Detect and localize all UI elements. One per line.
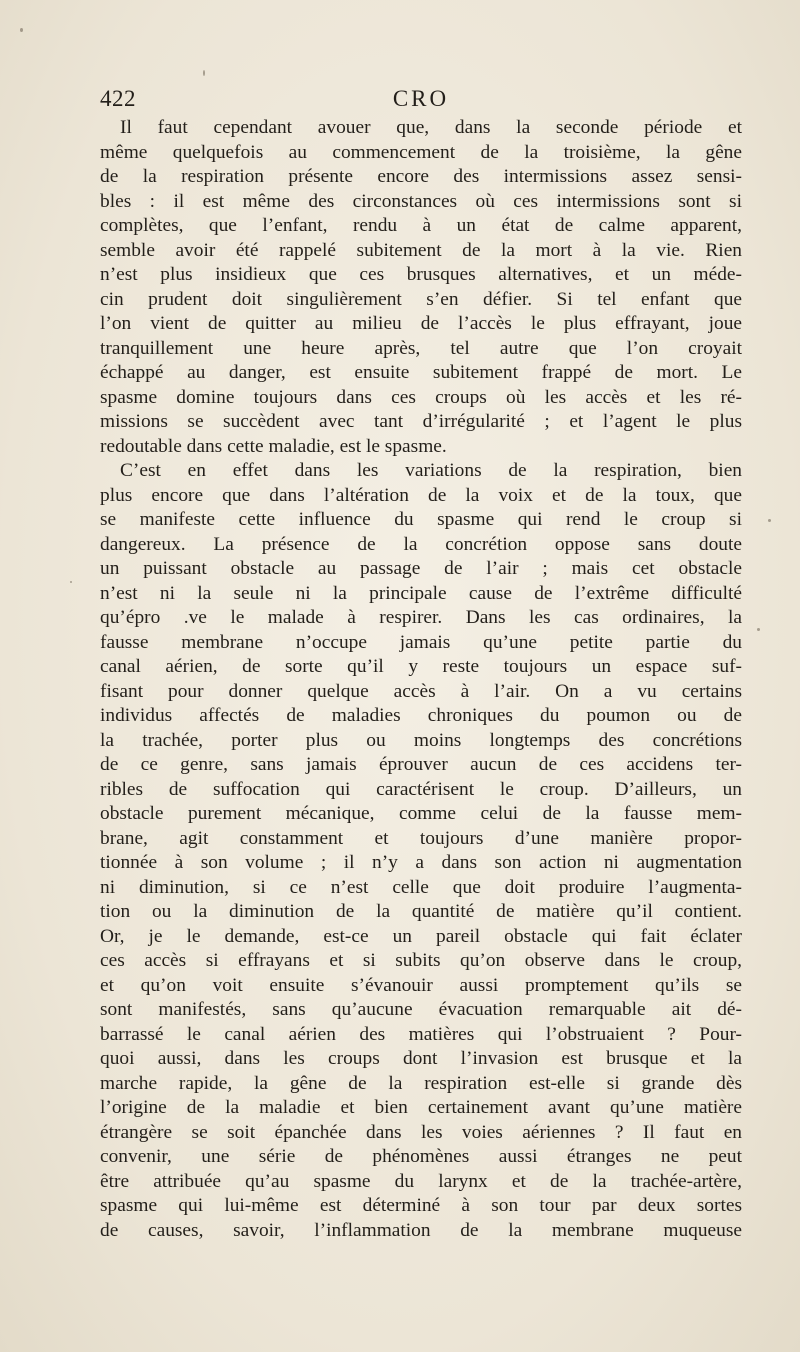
text-line: un puissant obstacle au passage de l’air ; mais cet obstacle (100, 558, 742, 579)
text-line: qu’épro .ve le malade à respirer. Dans les cas ordinaires, la (100, 607, 742, 628)
paper-speck-mark (70, 581, 72, 583)
text-line: bles : il est même des circonstances où ces intermissions sont si (100, 190, 742, 212)
text-line: complètes, que l’enfant, rendu à un état de calme apparent, (100, 215, 742, 236)
text-line: échappé au danger, est ensuite subitement frappé de mort. Le (100, 362, 742, 383)
running-title: CRO (392, 86, 450, 111)
text-line: sont manifestés, sans qu’aucune évacuation remarquable ait dé- (100, 999, 742, 1020)
text-line: cin prudent doit singulièrement s’en défier. Si tel enfant que (100, 288, 742, 310)
body-text (100, 116, 742, 1243)
text-line: convenir, une série de phénomènes aussi étranges ne peut (100, 1146, 742, 1167)
text-line: tion ou la diminution de la quantité de matière qu’il contient. (100, 901, 742, 922)
text-line: de ce genre, sans jamais éprouver aucun de ces accidens ter- (100, 754, 742, 775)
text-line: même quelquefois au commencement de la troisième, la gêne (100, 141, 742, 163)
text-line: ni diminution, si ce n’est celle que doit produire l’augmenta- (100, 876, 742, 898)
text-line: dangereux. La présence de la concrétion oppose sans doute (100, 533, 742, 555)
text-line: individus affectés de maladies chroniques du poumon ou de (100, 705, 742, 726)
text-line: l’on vient de quitter au milieu de l’accès le plus effrayant, joue (100, 313, 742, 334)
text-line: être attribuée qu’au spasme du larynx et de la trachée-artère, (100, 1170, 742, 1192)
text-line: marche rapide, la gêne de la respiration est-elle si grande dès (100, 1072, 742, 1094)
paper-speck-mark (203, 70, 205, 76)
paper-speck-mark (20, 28, 23, 32)
page-number: 422 (100, 86, 136, 111)
text-line: missions se succèdent avec tant d’irrégularité ; et l’agent le plus (100, 411, 742, 432)
text-line: n’est ni la seule ni la principale cause de l’extrême difficulté (100, 582, 742, 604)
text-line: canal aérien, de sorte qu’il y reste toujours un espace suf- (100, 656, 742, 677)
text-line: Or, je le demande, est-ce un pareil obstacle qui fait éclater (100, 925, 742, 947)
text-line: ribles de suffocation qui caractérisent le croup. D’ailleurs, un (100, 778, 742, 800)
text-line: brane, agit constamment et toujours d’une manière propor- (100, 827, 742, 849)
text-line: n’est plus insidieux que ces brusques alternatives, et un méde- (100, 264, 742, 285)
text-line: la trachée, porter plus ou moins longtemps des concrétions (100, 729, 742, 751)
text-line: quoi aussi, dans les croups dont l’invasion est brusque et la (100, 1048, 742, 1069)
text-line: barrassé le canal aérien des matières qui l’obstruaient ? Pour- (100, 1023, 742, 1045)
text-line: fausse membrane n’occupe jamais qu’une petite partie du (100, 631, 742, 653)
text-line: ces accès si effrayans et si subits qu’on observe dans le croup, (100, 950, 742, 971)
text-line: spasme domine toujours dans ces croups où les accès et les ré- (100, 386, 742, 408)
text-line: tranquillement une heure après, tel autre que l’on croyait (100, 337, 742, 359)
text-line: redoutable dans cette maladie, est le spasme. (100, 435, 447, 457)
text-line: se manifeste cette influence du spasme qui rend le croup si (100, 509, 742, 530)
paper-speck-mark (757, 628, 760, 631)
text-line: C’est en effet dans les variations de la respiration, bien (120, 460, 742, 481)
text-line: plus encore que dans l’altération de la voix et de la toux, que (100, 484, 742, 506)
text-line: obstacle purement mécanique, comme celui de la fausse mem- (100, 803, 742, 824)
running-head (100, 86, 742, 116)
paper-speck-mark (768, 519, 771, 522)
text-line: et qu’on voit ensuite s’évanouir aussi promptement qu’ils se (100, 974, 742, 996)
text-line: de causes, savoir, l’inflammation de la membrane muqueuse (100, 1219, 742, 1241)
text-line: étrangère se soit épanchée dans les voies aériennes ? Il faut en (100, 1121, 742, 1143)
text-line: semble avoir été rappelé subitement de la mort à la vie. Rien (100, 239, 742, 261)
text-line: fisant pour donner quelque accès à l’air. On a vu certains (100, 680, 742, 702)
text-line: spasme qui lui-même est déterminé à son tour par deux sortes (100, 1195, 742, 1216)
text-line: Il faut cependant avouer que, dans la seconde période et (120, 117, 742, 138)
text-line: de la respiration présente encore des intermissions assez sensi- (100, 166, 742, 187)
text-line: tionnée à son volume ; il n’y a dans son action ni augmentation (100, 852, 742, 873)
text-line: l’origine de la maladie et bien certainement avant qu’une matière (100, 1097, 742, 1118)
